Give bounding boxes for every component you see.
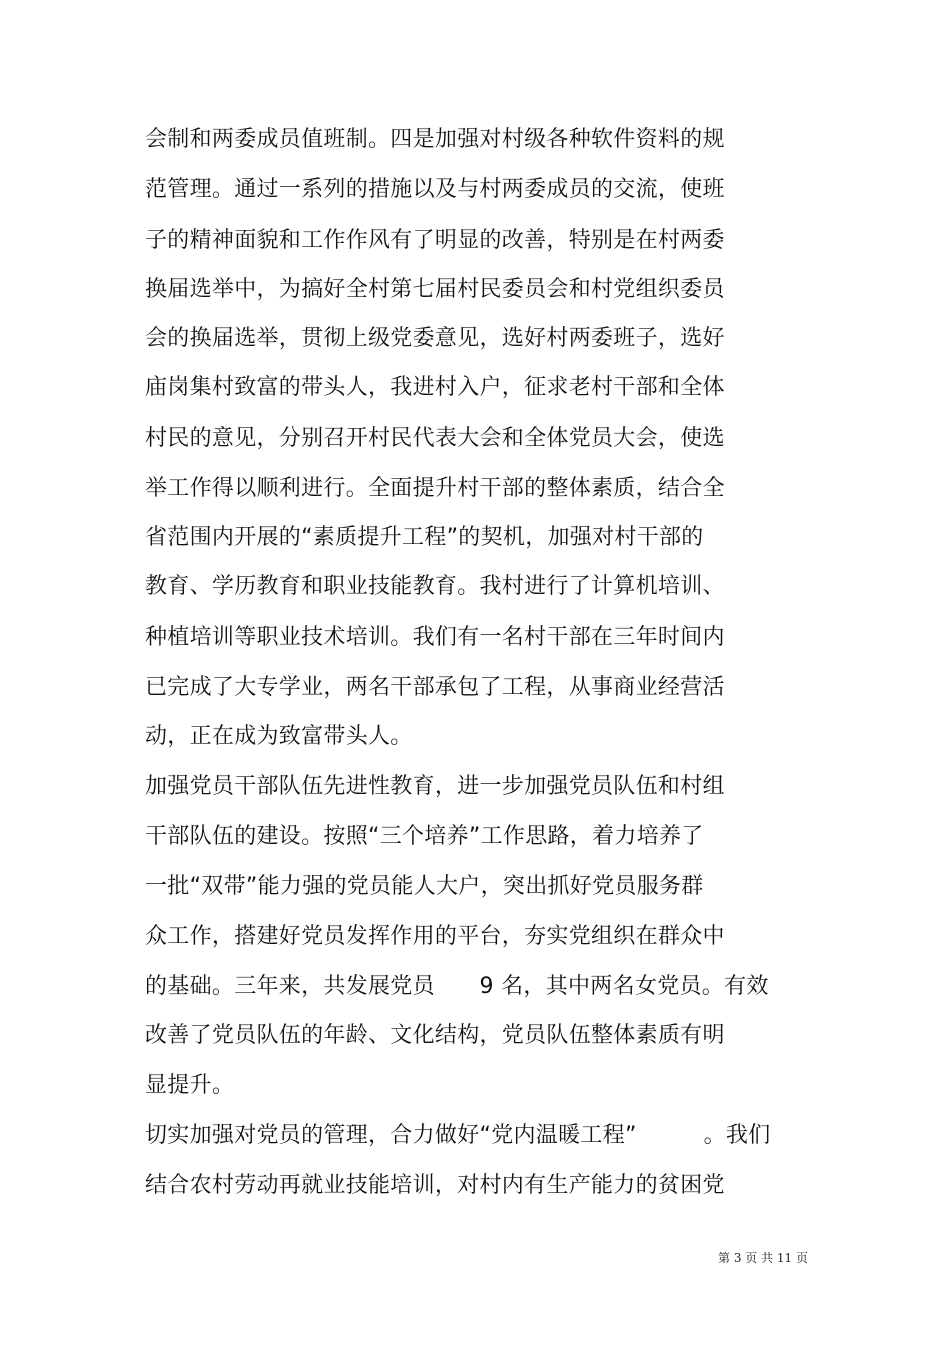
text-line: 动，正在成为致富带头人。 (145, 724, 413, 749)
text-line: 干部队伍的建设。按照“三个培养”工作思路，着力培养了 (145, 824, 704, 849)
text-line: 一批“双带”能力强的党员能人大户，突出抓好党员服务群 (145, 874, 704, 899)
text-line: 结合农村劳动再就业技能培训，对村内有生产能力的贫困党 (145, 1173, 725, 1198)
text-line: 众工作，搭建好党员发挥作用的平台，夯实党组织在群众中 (145, 924, 725, 949)
text-line: 已完成了大专学业，两名干部承包了工程，从事商业经营活 (145, 675, 725, 700)
text-line: 庙岗集村致富的带头人，我进村入户，征求老村干部和全体 (145, 375, 725, 400)
text-line: 切实加强对党员的管理，合力做好“党内温暖工程” 。我们 (145, 1123, 771, 1148)
text-line: 举工作得以顺利进行。全面提升村干部的整体素质，结合全 (145, 476, 725, 501)
page-number: 第 3 页 共 11 页 (718, 1251, 808, 1265)
text-line: 子的精神面貌和工作作风有了明显的改善，特别是在村两委 (145, 228, 725, 253)
text-line: 省范围内开展的“素质提升工程”的契机，加强对村干部的 (145, 525, 704, 550)
text-line: 显提升。 (145, 1073, 235, 1098)
text-line: 范管理。通过一系列的措施以及与村两委成员的交流，使班 (145, 177, 725, 202)
text-line: 教育、学历教育和职业技能教育。我村进行了计算机培训、 (145, 574, 725, 599)
text-line: 加强党员干部队伍先进性教育，进一步加强党员队伍和村组 (145, 774, 725, 799)
text-line: 会的换届选举，贯彻上级党委意见，选好村两委班子，选好 (145, 326, 725, 351)
text-line: 的基础。三年来，共发展党员 9 名，其中两名女党员。有效 (145, 974, 769, 999)
text-line: 村民的意见，分别召开村民代表大会和全体党员大会，使选 (145, 426, 725, 451)
text-line: 种植培训等职业技术培训。我们有一名村干部在三年时间内 (145, 625, 725, 650)
text-line: 会制和两委成员值班制。四是加强对村级各种软件资料的规 (145, 127, 725, 152)
text-line: 改善了党员队伍的年龄、文化结构，党员队伍整体素质有明 (145, 1023, 725, 1048)
text-line: 换届选举中，为搞好全村第七届村民委员会和村党组织委员 (145, 277, 725, 302)
